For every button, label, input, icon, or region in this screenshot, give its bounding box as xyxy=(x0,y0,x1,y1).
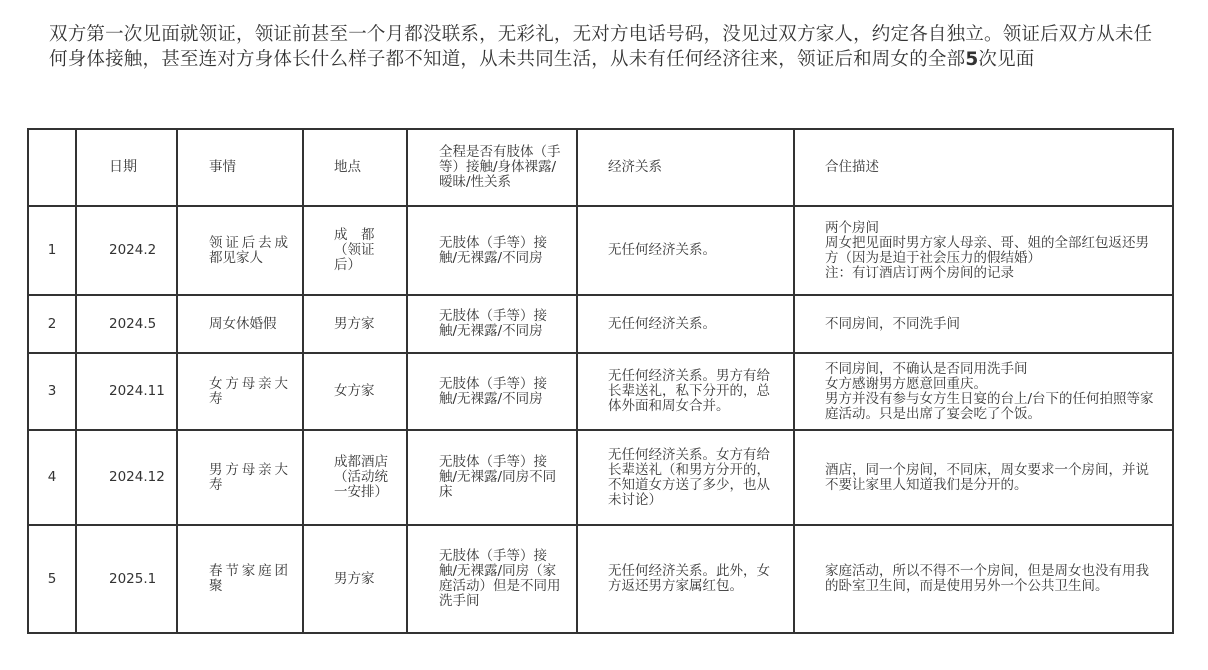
header-place: 地点 xyxy=(303,129,407,206)
row-economic: 无任何经济关系。男方有给长辈送礼，私下分开的，总体外面和周女合并。 xyxy=(577,353,794,430)
row-living xyxy=(794,206,1173,295)
header-date: 日期 xyxy=(76,129,177,206)
row-event: 男方母亲大寿 xyxy=(177,430,303,525)
row-date: 2024.12 xyxy=(76,430,177,525)
row-economic: 无任何经济关系。此外，女方返还男方家属红包。 xyxy=(577,525,794,633)
living-line: 两个房间 xyxy=(825,219,879,236)
row-place: 男方家 xyxy=(303,295,407,353)
row-event: 周女休婚假 xyxy=(177,295,303,353)
table-row xyxy=(28,353,1173,430)
row-place: 男方家 xyxy=(303,525,407,633)
row-living xyxy=(794,525,1173,633)
table-header-row xyxy=(28,129,1173,206)
row-place: 女方家 xyxy=(303,353,407,430)
record-table xyxy=(27,128,1174,634)
living-line: 女方感谢男方愿意回重庆。 xyxy=(825,375,987,392)
table-row xyxy=(28,430,1173,525)
living-line: 不同房间，不确认是否同用洗手间 xyxy=(825,360,1028,377)
row-date: 2025.1 xyxy=(76,525,177,633)
row-event: 春节家庭团聚 xyxy=(177,525,303,633)
row-living xyxy=(794,430,1173,525)
row-contact: 无肢体（手等）接触/无裸露/同房（家庭活动）但是不同用洗手间 xyxy=(407,525,577,633)
living-line: 周女把见面时男方家人母亲、哥、姐的全部红包返还男方（因为是迫于社会压力的假结婚） xyxy=(825,234,1149,266)
row-living xyxy=(794,353,1173,430)
header-no xyxy=(28,129,76,206)
row-contact: 无肢体（手等）接触/无裸露/同房不同床 xyxy=(407,430,577,525)
intro-paragraph xyxy=(49,22,1169,72)
row-place: 成 都（领证后） xyxy=(303,206,407,295)
row-no: 5 xyxy=(28,525,76,633)
row-contact: 无肢体（手等）接触/无裸露/不同房 xyxy=(407,206,577,295)
intro-text-1: 双方第一次见面就领证，领证前甚至一个月都没联系，无彩礼，无对方电话号码，没见过双方家人，约定各自独立。领证后双方从未任何身体接触，甚至连对方身体长什么样子都不知道，从未共同生活，从未有任何经济往来，领证后和周女的全部 xyxy=(49,24,1153,70)
living-line: 不同房间，不同洗手间 xyxy=(825,315,960,332)
row-economic: 无任何经济关系。女方有给长辈送礼（和男方分开的，不知道女方送了多少，也从未讨论） xyxy=(577,430,794,525)
header-economic: 经济关系 xyxy=(577,129,794,206)
table-row xyxy=(28,295,1173,353)
row-no: 3 xyxy=(28,353,76,430)
row-no: 4 xyxy=(28,430,76,525)
living-line: 家庭活动，所以不得不一个房间，但是周女也没有用我的卧室卫生间，而是使用另外一个公共卫生间。 xyxy=(825,563,1149,594)
row-place: 成都酒店（活动统一安排） xyxy=(303,430,407,525)
table-row xyxy=(28,525,1173,633)
row-date: 2024.5 xyxy=(76,295,177,353)
row-living xyxy=(794,295,1173,353)
header-living: 合住描述 xyxy=(794,129,1173,206)
living-line: 酒店，同一个房间，不同床，周女要求一个房间，并说不要让家里人知道我们是分开的。 xyxy=(825,461,1149,493)
row-date: 2024.2 xyxy=(76,206,177,295)
header-event: 事情 xyxy=(177,129,303,206)
living-line: 注：有订酒店订两个房间的记录 xyxy=(825,264,1014,281)
header-contact: 全程是否有肢体（手等）接触/身体裸露/暧昧/性关系 xyxy=(407,129,577,206)
row-event: 女方母亲大寿 xyxy=(177,353,303,430)
row-contact: 无肢体（手等）接触/无裸露/不同房 xyxy=(407,353,577,430)
row-economic: 无任何经济关系。 xyxy=(577,206,794,295)
row-date: 2024.11 xyxy=(76,353,177,430)
table-row xyxy=(28,206,1173,295)
row-event: 领证后去成都见家人 xyxy=(177,206,303,295)
intro-bold-count: 5 xyxy=(965,49,979,70)
row-no: 2 xyxy=(28,295,76,353)
row-economic: 无任何经济关系。 xyxy=(577,295,794,353)
row-contact: 无肢体（手等）接触/无裸露/不同房 xyxy=(407,295,577,353)
row-no: 1 xyxy=(28,206,76,295)
intro-text-2: 次见面 xyxy=(978,49,1035,70)
living-line: 男方并没有参与女方生日宴的台上/台下的任何拍照等家庭活动。只是出席了宴会吃了个饭。 xyxy=(825,390,1154,422)
